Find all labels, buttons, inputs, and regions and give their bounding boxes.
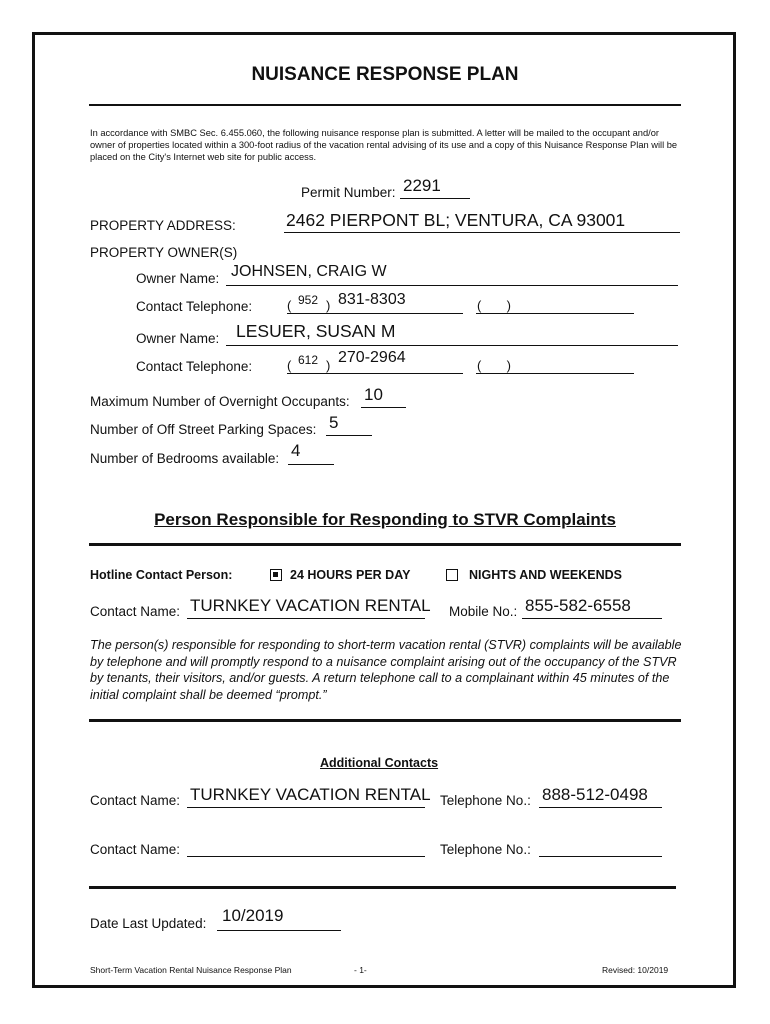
section-rule (89, 543, 681, 546)
phone-value: 831-8303 (338, 291, 406, 308)
additional-contact-label: Contact Name: (90, 842, 181, 857)
additional-contact-label: Contact Name: (90, 793, 181, 808)
alt-phone-parens: ( ) (477, 358, 511, 373)
additional-contact-value: TURNKEY VACATION RENTAL (190, 785, 431, 804)
owner-name-label: Owner Name: (136, 271, 220, 286)
owner-name-line (226, 345, 678, 346)
contact-telephone-label: Contact Telephone: (136, 299, 253, 314)
additional-phone-label: Telephone No.: (440, 842, 531, 857)
property-address-line (284, 232, 680, 233)
owner-name-value: JOHNSEN, CRAIG W (231, 263, 387, 280)
additional-phone-label: Telephone No.: (440, 793, 531, 808)
permit-line (400, 198, 470, 199)
footer-revised: Revised: 10/2019 (602, 965, 669, 975)
property-address-value: 2462 PIERPONT BL; VENTURA, CA 93001 (286, 210, 626, 230)
24-hours-label: 24 HOURS PER DAY (290, 568, 411, 582)
alt-phone-parens: ( ) (477, 298, 511, 313)
mobile-value: 855-582-6558 (525, 596, 631, 615)
responsibility-text: The person(s) responsible for responding to short-term vacation rental (STVR) complaints will be available by telephone and will promptly respond to a nuisance complaint arising out of the occupancy of the STVR by tenants, their visitors, and/or guests. A return telephone call to a complainant within 45 minutes of the initial complaint shall be deemed “prompt.” (90, 638, 682, 702)
24-hours-checkbox[interactable] (270, 569, 282, 581)
bedrooms-line (288, 464, 334, 465)
owners-heading: PROPERTY OWNER(S) (90, 245, 238, 260)
mobile-label: Mobile No.: (449, 604, 518, 619)
date-updated-label: Date Last Updated: (90, 916, 207, 931)
responsible-contact-line (187, 618, 425, 619)
additional-phone-line (539, 807, 662, 808)
footer-page-number: - 1- (354, 965, 367, 975)
phone-line-secondary (476, 373, 634, 374)
owner-name-label: Owner Name: (136, 331, 220, 346)
additional-phone-value: 888-512-0498 (542, 785, 648, 804)
parking-label: Number of Off Street Parking Spaces: (90, 422, 317, 437)
property-address-label: PROPERTY ADDRESS: (90, 218, 236, 233)
phone-line-primary (287, 373, 463, 374)
title-rule (89, 104, 681, 106)
area-code-open-paren: ( (287, 358, 292, 373)
additional-phone-line (539, 856, 662, 857)
occupants-value: 10 (364, 385, 383, 404)
occupants-label: Maximum Number of Overnight Occupants: (90, 394, 350, 409)
intro-text: In accordance with SMBC Sec. 6.455.060, the following nuisance response plan is submitted. A letter will be mailed to the occupant and/or owner of properties located within a 300-foot radius of the vacation rental advising of its use and a copy of this Nuisance Response Plan will be placed on the City's Internet web site for public access. (90, 128, 678, 162)
section-heading: Person Responsible for Responding to STVR Complaints (154, 510, 616, 529)
area-code-open-paren: ( (287, 298, 292, 313)
responsible-contact-value: TURNKEY VACATION RENTAL (190, 596, 431, 615)
nights-weekends-checkbox[interactable] (446, 569, 458, 581)
additional-contacts-heading: Additional Contacts (320, 756, 439, 770)
phone-line-primary (287, 313, 463, 314)
nights-weekends-label: NIGHTS AND WEEKENDS (469, 568, 623, 582)
responsibility-rule (89, 719, 681, 722)
phone-line-secondary (476, 313, 634, 314)
hotline-label: Hotline Contact Person: (90, 568, 233, 582)
permit-value: 2291 (403, 176, 441, 195)
area-code-close-paren: ) (326, 358, 331, 373)
date-updated-line (217, 930, 341, 931)
page-title: NUISANCE RESPONSE PLAN (251, 64, 519, 85)
footer-left: Short-Term Vacation Rental Nuisance Response Plan (90, 965, 292, 975)
bedrooms-value: 4 (291, 441, 301, 460)
parking-line (326, 435, 372, 436)
area-code-value: 952 (298, 293, 319, 307)
parking-value: 5 (329, 413, 339, 432)
occupants-line (361, 407, 406, 408)
bedrooms-label: Number of Bedrooms available: (90, 451, 280, 466)
additional-rule (89, 886, 676, 889)
date-updated-value: 10/2019 (222, 906, 284, 925)
additional-contact-line (187, 856, 425, 857)
area-code-close-paren: ) (326, 298, 331, 313)
permit-label: Permit Number: (301, 185, 396, 200)
owner-name-line (226, 285, 678, 286)
contact-telephone-label: Contact Telephone: (136, 359, 253, 374)
mobile-line (522, 618, 662, 619)
responsible-contact-label: Contact Name: (90, 604, 181, 619)
area-code-value: 612 (298, 353, 319, 367)
owner-name-value: LESUER, SUSAN M (236, 321, 396, 341)
phone-value: 270-2964 (338, 349, 406, 366)
additional-contact-line (187, 807, 425, 808)
